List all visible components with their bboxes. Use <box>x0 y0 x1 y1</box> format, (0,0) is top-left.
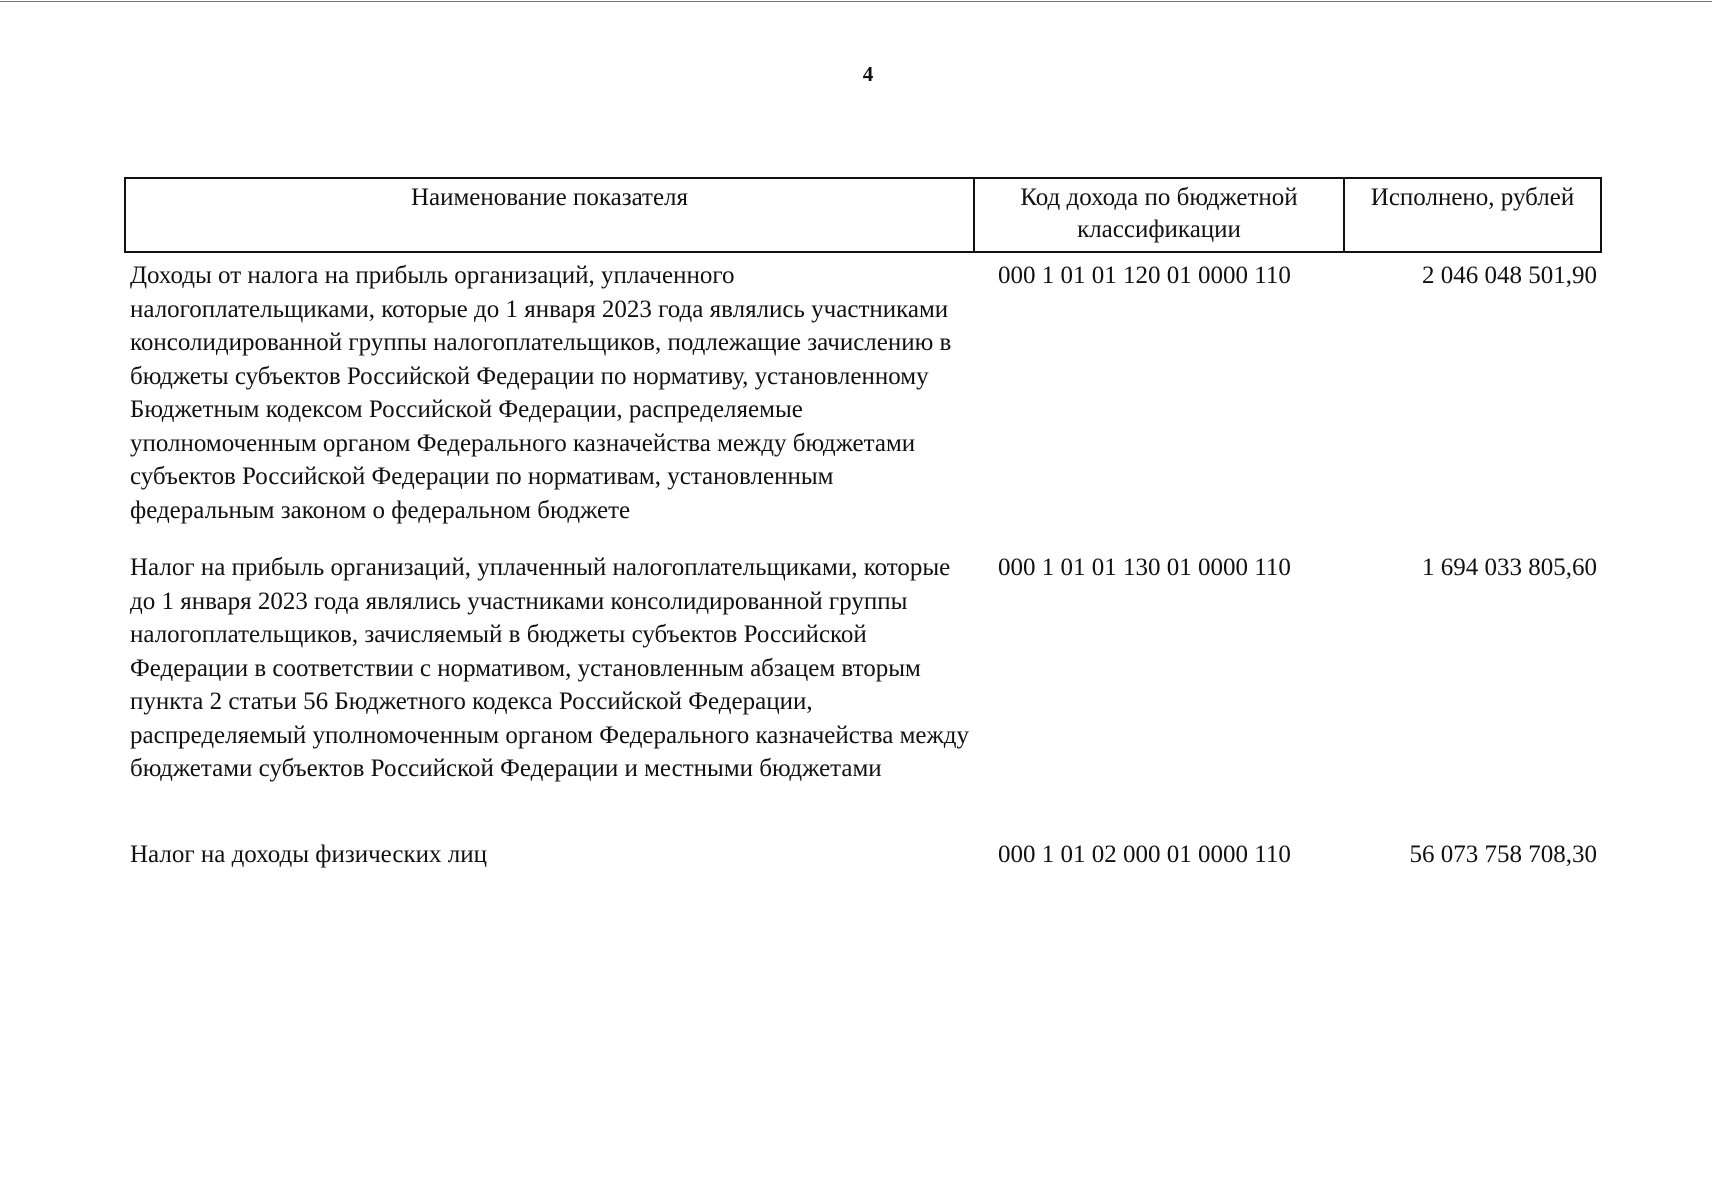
table-row <box>125 826 1601 872</box>
executed-amount: 1 694 033 805,60 <box>1422 554 1597 581</box>
indicator-name: Налог на доходы физических лиц <box>130 840 487 868</box>
indicator-name: Налог на прибыль организаций, уплаченный налогоплательщиками, которые до 1 января 2023 года являлись участниками консолидированной группы налогоплательщиков, зачисляемый в бюджеты субъектов Российской Федерации в соответствии с нормативом, установленным абзацем вторым пункта 2 статьи 56 Бюджетного кодекса Российской Федерации, распределяемый уполномоченным органом Федерального казначейства между бюджетами субъектов Российской Федерации и местными бюджетами <box>130 554 969 782</box>
revenue-code: 000 1 01 02 000 01 0000 110 <box>998 840 1291 868</box>
page-number: 4 <box>862 62 874 86</box>
table-row <box>125 539 1601 826</box>
header-indicator-name: Наименование показателя <box>125 178 974 252</box>
indicator-name: Доходы от налога на прибыль организаций, уплаченного налогоплательщиками, которые до 1 января 2023 года являлись участниками консолидированной группы налогоплательщиков, подлежащие зачислению в бюджеты субъектов Российской Федерации по нормативу, установленному Бюджетным кодексом Российской Федерации, распределяемые уполномоченным органом Федерального казначейства между бюджетами субъектов Российской Федерации по нормативам, установленным федеральным законом о федеральном бюджете <box>130 262 952 524</box>
header-executed-amount: Исполнено, рублей <box>1344 178 1601 252</box>
header-revenue-code: Код дохода по бюджетной классификации <box>974 178 1344 252</box>
page-top-edge <box>0 1 1712 2</box>
revenue-code: 000 1 01 01 130 01 0000 110 <box>998 554 1291 581</box>
revenue-table <box>124 177 1602 871</box>
executed-amount: 2 046 048 501,90 <box>1422 262 1597 289</box>
table-header <box>125 178 1601 252</box>
revenue-code: 000 1 01 01 120 01 0000 110 <box>998 262 1291 289</box>
table-row <box>125 252 1601 539</box>
header-row <box>125 178 1601 252</box>
executed-amount: 56 073 758 708,30 <box>1409 840 1597 868</box>
table-body <box>125 252 1601 871</box>
